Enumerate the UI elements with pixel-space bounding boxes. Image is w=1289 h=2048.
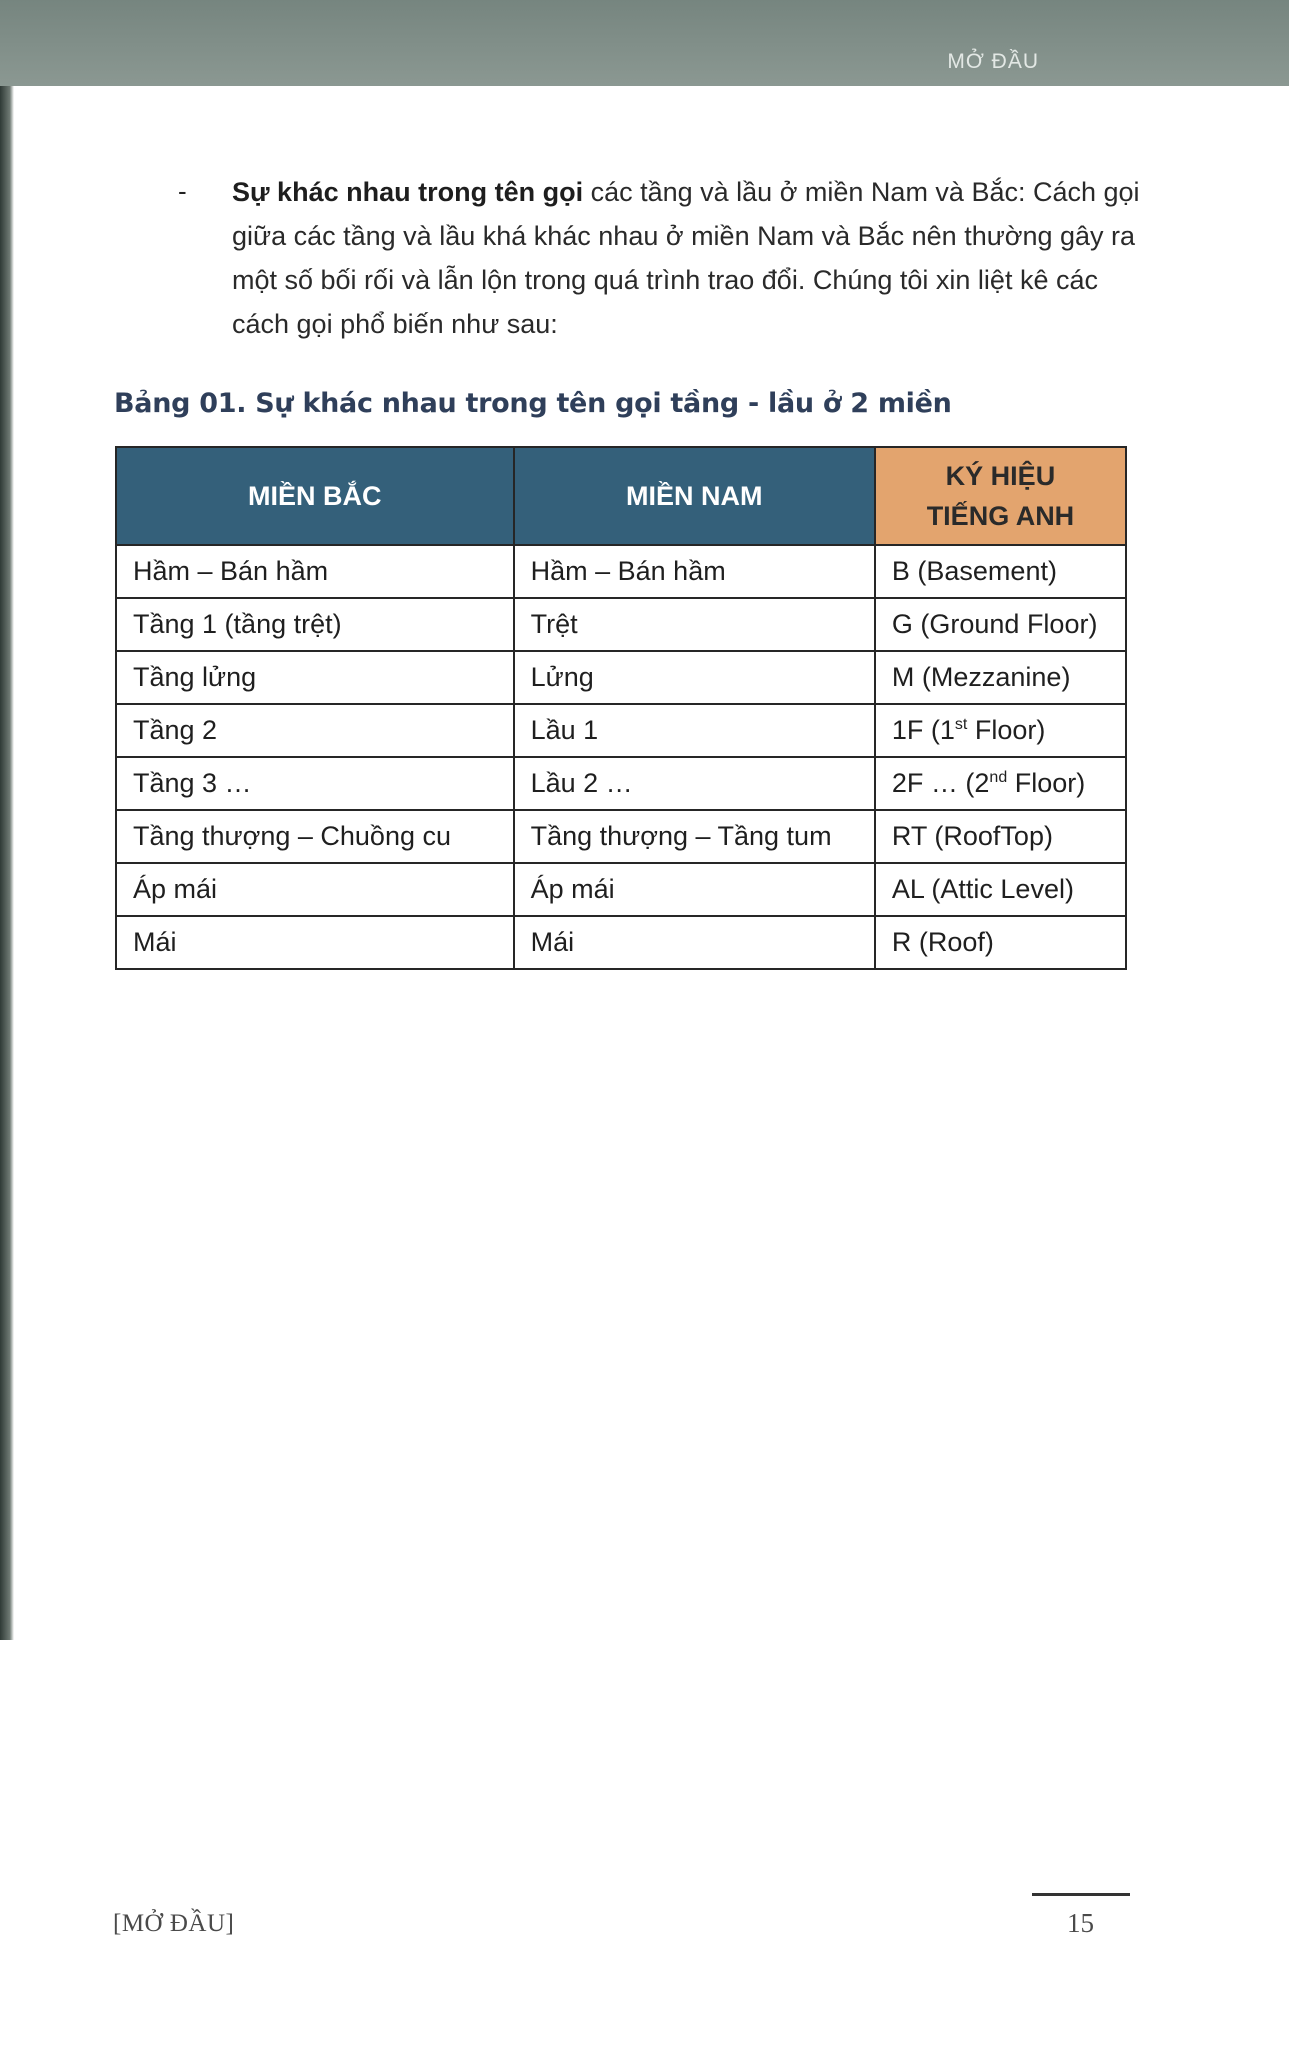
table-row: [116, 916, 1126, 969]
cell-north: Hầm – Bán hầm: [116, 545, 514, 598]
cell-english-post: Floor): [1007, 768, 1086, 798]
bullet-bold-lead: Sự khác nhau trong tên gọi: [232, 177, 584, 207]
cell-north: Tầng 1 (tầng trệt): [116, 598, 514, 651]
bullet-body-text: các tầng và lầu ở miền Nam và Bắc: Cách gọi giữa các tầng và lầu khá khác nhau ở miền Nam và Bắc nên thường gây ra một số bối rối và lẫn lộn trong quá trình trao đổi. Chúng tôi xin liệt kê các cách gọi phổ biến như sau:: [232, 177, 1140, 339]
cell-north: Áp mái: [116, 863, 514, 916]
table-header-row: [116, 447, 1126, 545]
page-number: 15: [1067, 1908, 1094, 1938]
cell-south: Lầu 2 …: [514, 757, 875, 810]
cell-english-post: Floor): [967, 715, 1046, 745]
bullet-paragraph: [232, 170, 1140, 346]
footer-rule: [1032, 1893, 1130, 1896]
cell-english: G (Ground Floor): [875, 598, 1126, 651]
cell-north: Tầng thượng – Chuồng cu: [116, 810, 514, 863]
cell-english: M (Mezzanine): [875, 651, 1126, 704]
page-edge-shadow: [0, 0, 14, 1640]
cell-south: Tầng thượng – Tầng tum: [514, 810, 875, 863]
cell-north: Mái: [116, 916, 514, 969]
table-row: [116, 863, 1126, 916]
header-band: [0, 0, 1289, 86]
table-caption: Bảng 01. Sự khác nhau trong tên gọi tầng - lầu ở 2 miền: [114, 388, 952, 419]
table-row: [116, 757, 1126, 810]
table-row: [116, 704, 1126, 757]
ordinal-superscript: st: [954, 716, 968, 733]
cell-english: B (Basement): [875, 545, 1126, 598]
cell-north: Tầng 3 …: [116, 757, 514, 810]
cell-north: Tầng lửng: [116, 651, 514, 704]
table-row: [116, 651, 1126, 704]
floor-naming-table: [115, 446, 1127, 970]
cell-english: [875, 757, 1126, 810]
cell-english: RT (RoofTop): [875, 810, 1126, 863]
header-ky-hieu-tieng-anh: [875, 447, 1126, 545]
header-english-line1: KÝ HIỆU: [945, 461, 1056, 491]
cell-south: Trệt: [514, 598, 875, 651]
cell-english: AL (Attic Level): [875, 863, 1126, 916]
cell-south: Áp mái: [514, 863, 875, 916]
header-mien-nam: MIỀN NAM: [514, 447, 875, 545]
cell-north: Tầng 2: [116, 704, 514, 757]
cell-english: [875, 704, 1126, 757]
cell-south: Lầu 1: [514, 704, 875, 757]
table-row: [116, 598, 1126, 651]
ordinal-superscript: nd: [989, 769, 1008, 786]
table-row: [116, 545, 1126, 598]
cell-south: Mái: [514, 916, 875, 969]
bullet-dash: -: [178, 176, 187, 206]
header-mien-bac: MIỀN BẮC: [116, 447, 514, 545]
table-row: [116, 810, 1126, 863]
cell-south: Hầm – Bán hầm: [514, 545, 875, 598]
running-header: MỞ ĐẦU: [947, 50, 1039, 73]
cell-english: R (Roof): [875, 916, 1126, 969]
footer-section-label: [MỞ ĐẦU]: [113, 1910, 235, 1937]
cell-south: Lửng: [514, 651, 875, 704]
cell-english-pre: 2F … (2: [891, 768, 990, 798]
header-english-line2: TIẾNG ANH: [926, 501, 1075, 531]
cell-english-pre: 1F (1: [891, 715, 955, 745]
